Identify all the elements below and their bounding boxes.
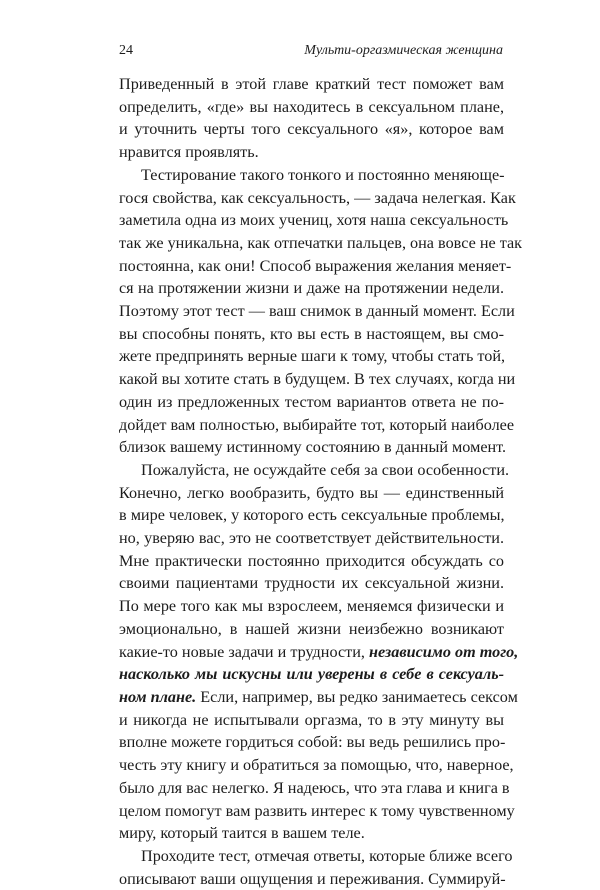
page-header — [119, 40, 503, 62]
text-line: постоянна, как они! Способ выражения желания меняет- — [119, 256, 512, 275]
page-number: 24 — [119, 43, 133, 58]
text-line: так же уникальна, как отпечатки пальцев, она вовсе не так — [119, 233, 523, 252]
text-line: своими пациентами трудности их сексуальной жизни. — [119, 574, 504, 593]
emphasis-line: насколько мы искусны или уверены в себе в сексуаль- — [119, 665, 504, 684]
paragraph — [119, 73, 504, 164]
text-line: честь эту книгу и обратиться за помощью, что, наверное, — [119, 756, 514, 775]
running-title: Мульти-оргазмическая женщина — [304, 43, 503, 58]
text-line: и уточнить черты того сексуального «я», которое вам — [119, 120, 504, 139]
text-line — [119, 686, 518, 709]
emphasis-text: ном плане. — [119, 687, 197, 706]
emphasis-text: независимо от того, — [368, 642, 519, 661]
text-run: какие-то новые задачи и трудности, — [119, 642, 369, 661]
text-line: описывают ваши ощущения и переживания. Суммируй- — [119, 869, 506, 888]
text-line: Мне практически постоянно приходится обсуждать со — [119, 551, 504, 570]
text-line: вы способны понять, кто вы есть в настоящем, вы смо- — [119, 324, 504, 343]
text-line: Тестирование такого тонкого и постоянно меняюще- — [141, 165, 505, 184]
text-line: Конечно, легко вообразить, будто вы — единственный — [119, 483, 504, 502]
text-line: в мире человек, у которого есть сексуальные проблемы, — [119, 506, 505, 525]
text-line: По мере того как мы взрослеем, меняемся физически и — [119, 597, 504, 616]
paragraph — [119, 845, 513, 890]
text-line: жете предпринять верные шаги к тому, чтобы стать той, — [119, 347, 506, 366]
body-text — [119, 73, 523, 890]
text-line: какой вы хотите стать в будущем. В тех случаях, когда ни — [119, 370, 516, 389]
text-line: заметила одна из моих учениц, хотя наша сексуальность — [119, 211, 509, 230]
text-line: было для вас нелегко. Я надеюсь, что эта глава и книга в — [119, 778, 510, 797]
text-line — [119, 641, 519, 664]
text-line: близок вашему истинному состоянию в данный момент. — [119, 438, 507, 457]
text-line: Пожалуйста, не осуждайте себя за свои особенности. — [141, 460, 510, 479]
text-line: но, уверяю вас, это не соответствует действительности. — [119, 529, 504, 548]
text-line: гося свойства, как сексуальность, — задача нелегкая. Как — [119, 188, 516, 207]
text-line: целом помогут вам развить интерес к тому чувственному — [119, 801, 515, 820]
text-line: Приведенный в этой главе краткий тест поможет вам — [119, 75, 504, 93]
paragraph — [119, 459, 519, 845]
text-line: нравится проявлять. — [119, 143, 259, 162]
text-line: миру, который таится в вашем теле. — [119, 824, 365, 843]
text-line: Проходите тест, отмечая ответы, которые ближе всего — [141, 846, 513, 865]
text-line: Поэтому этот тест — ваш снимок в данный момент. Если — [119, 302, 515, 321]
paragraph — [119, 164, 523, 459]
text-line: один из предложенных тестом вариантов ответа не по- — [119, 392, 504, 411]
text-line: эмоционально, в нашей жизни неизбежно возникают — [119, 619, 504, 638]
text-line: определить, «где» вы находитесь в сексуальном плане, — [119, 97, 504, 116]
text-line: дойдет вам полностью, выбирайте тот, который наиболее — [119, 415, 515, 434]
text-line: вполне можете гордиться собой: вы ведь решились про- — [119, 733, 506, 752]
text-line: и никогда не испытывали оргазма, то в эту минуту вы — [119, 710, 504, 729]
text-line: ся на протяжении жизни и даже на протяжении недели. — [119, 279, 504, 298]
text-run: Если, например, вы редко занимаетесь сексом — [196, 687, 518, 706]
